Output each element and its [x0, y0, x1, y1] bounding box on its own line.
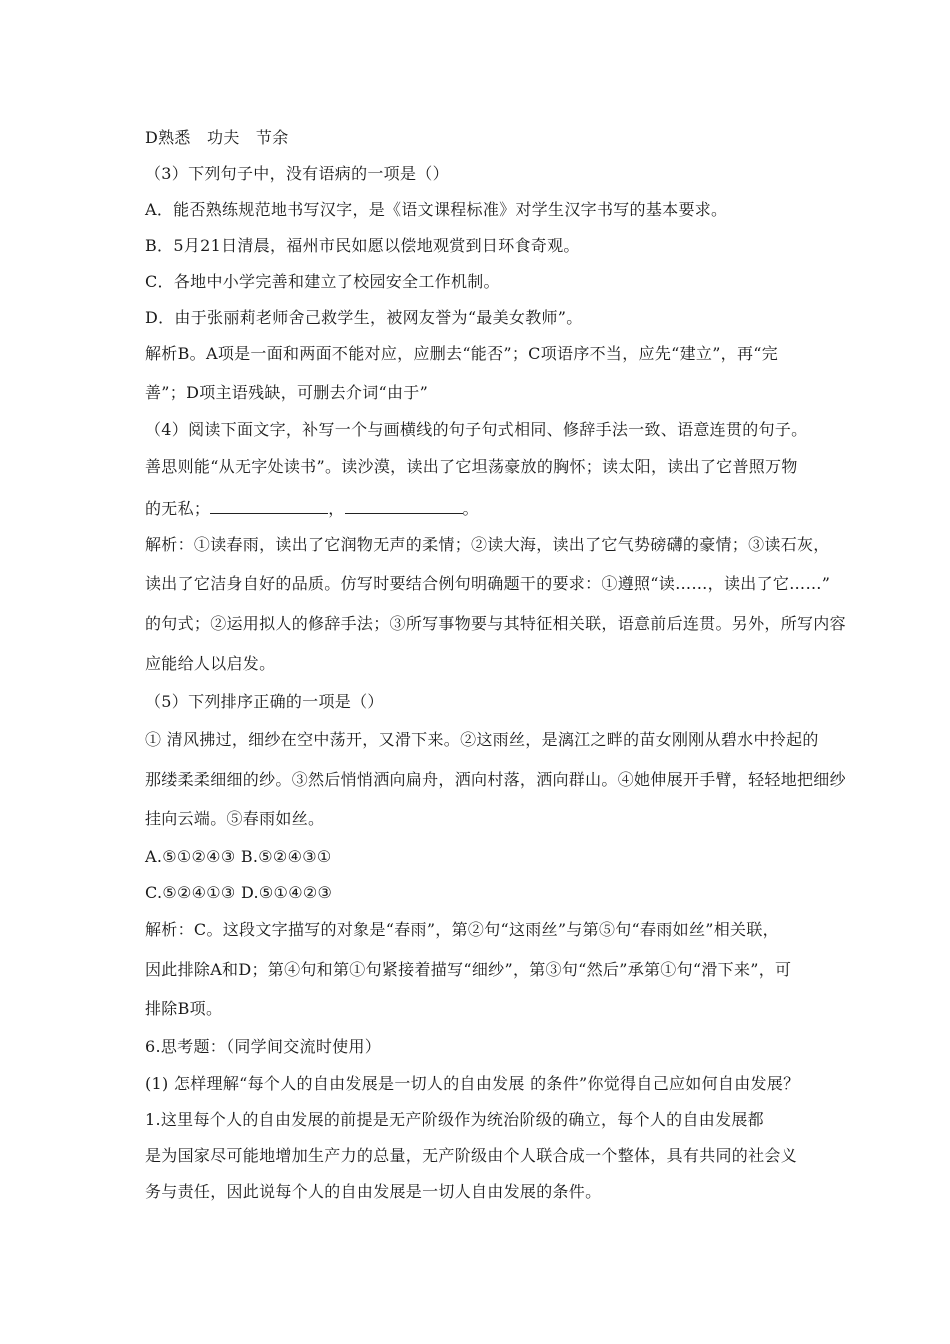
answer-1-line1: 1.这里每个人的自由发展的前提是无产阶级作为统治阶级的确立，每个人的自由发展都 — [145, 1110, 764, 1129]
thinking-question-1: (1) 怎样理解“每个人的自由发展是一切人的自由发展 的条件”你觉得自己应如何自由发展？ — [145, 1074, 800, 1093]
analysis-5-line3: 排除B项。 — [145, 999, 223, 1018]
analysis-4-line1: 解析：①读春雨，读出了它润物无声的柔情；②读大海，读出了它气势磅礴的豪情；③读石灰， — [145, 535, 830, 554]
option-d-words: D熟悉 功夫 节余 — [145, 128, 289, 147]
question-5-text-line2: 那缕柔柔细细的纱。③然后悄悄洒向扁舟，洒向村落，洒向群山。④她伸展开手臂，轻轻地把细纱 — [145, 770, 846, 789]
analysis-4-line4: 应能给人以启发。 — [145, 654, 276, 673]
fill-text-prefix: 的无私； — [145, 499, 211, 518]
fill-text-comma: ， — [328, 499, 345, 518]
options-c-d: C.⑤②④①③ D.⑤①④②③ — [145, 883, 333, 902]
option-c: C．各地中小学完善和建立了校园安全工作机制。 — [145, 272, 500, 291]
question-5-text-line3: 挂向云端。⑤春雨如丝。 — [145, 809, 325, 828]
option-a: A．能否熟练规范地书写汉字，是《语文课程标准》对学生汉字书写的基本要求。 — [145, 200, 728, 219]
answer-1-line2: 是为国家尽可能地增加生产力的总量，无产阶级由个人联合成一个整体，具有共同的社会义 — [145, 1146, 798, 1165]
fill-text-period: 。 — [462, 499, 479, 518]
option-b: B．5月21日清晨，福州市民如愿以偿地观赏到日环食奇观。 — [145, 236, 580, 255]
analysis-3-line2: 善”；D项主语残缺，可删去介词“由于” — [145, 383, 429, 402]
section-6-heading: 6.思考题：（同学间交流时使用） — [145, 1037, 382, 1056]
question-3: （3）下列句子中，没有语病的一项是（） — [145, 164, 449, 183]
fill-blank-1[interactable] — [210, 497, 328, 514]
options-a-b: A.⑤①②④③ B.⑤②④③① — [145, 847, 332, 866]
option-d: D．由于张丽莉老师舍己救学生，被网友誉为“最美女教师”。 — [145, 308, 583, 327]
fill-blank-2[interactable] — [345, 497, 463, 514]
question-4-text-line2 — [145, 497, 479, 520]
analysis-5-line1: 解析：C。这段文字描写的对象是“春雨”，第②句“这雨丝”与第⑤句“春雨如丝”相关联， — [145, 920, 779, 939]
analysis-4-line2: 读出了它洁身自好的品质。仿写时要结合例句明确题干的要求：①遵照“读……，读出了它……” — [145, 574, 831, 593]
analysis-5-line2: 因此排除A和D；第④句和第①句紧接着描写“细纱”，第③句“然后”承第①句“滑下来”，可 — [145, 960, 792, 979]
analysis-4-line3: 的句式；②运用拟人的修辞手法；③所写事物要与其特征相关联，语意前后连贯。另外，所写内容 — [145, 614, 846, 633]
question-5-text-line1: ① 清风拂过，细纱在空中荡开，又滑下来。②这雨丝，是漓江之畔的苗女刚刚从碧水中拎起的 — [145, 730, 819, 749]
analysis-3-line1: 解析B。A项是一面和两面不能对应，应删去“能否”；C项语序不当，应先“建立”，再“完 — [145, 344, 779, 363]
question-5: （5）下列排序正确的一项是（） — [145, 692, 384, 711]
answer-1-line3: 务与责任，因此说每个人的自由发展是一切人自由发展的条件。 — [145, 1182, 602, 1201]
question-4-text-line1: 善思则能“从无字处读书”。读沙漠，读出了它坦荡豪放的胸怀；读太阳，读出了它普照万物 — [145, 457, 798, 476]
question-4: （4）阅读下面文字，补写一个与画横线的句子句式相同、修辞手法一致、语意连贯的句子。 — [145, 420, 808, 439]
